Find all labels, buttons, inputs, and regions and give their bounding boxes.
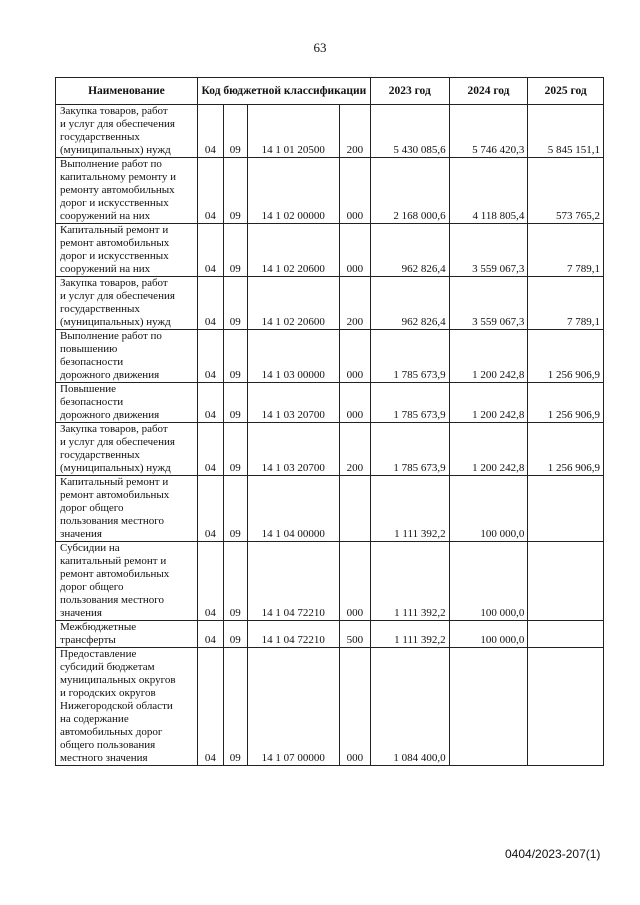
cell-name: Капитальный ремонт и ремонт автомобильных дорог общего пользования местного значения (56, 476, 198, 542)
cell-v2023: 1 111 392,2 (370, 542, 449, 621)
cell-v2023: 1 785 673,9 (370, 383, 449, 423)
cell-v2025 (528, 648, 604, 766)
cell-v2025 (528, 542, 604, 621)
table-row (56, 648, 604, 766)
cell-c2: 09 (223, 224, 247, 277)
cell-name: Закупка товаров, работ и услуг для обеспечения государственных (муниципальных) нужд (56, 277, 198, 330)
cell-c2: 09 (223, 383, 247, 423)
table-row (56, 383, 604, 423)
cell-c3: 14 1 02 20600 (247, 277, 339, 330)
cell-c2: 09 (223, 158, 247, 224)
cell-c1: 04 (197, 277, 223, 330)
cell-c3: 14 1 02 20600 (247, 224, 339, 277)
cell-c2: 09 (223, 277, 247, 330)
cell-c4: 000 (339, 542, 370, 621)
cell-v2023: 1 785 673,9 (370, 330, 449, 383)
cell-v2025: 1 256 906,9 (528, 423, 604, 476)
cell-v2024 (449, 648, 528, 766)
cell-c1: 04 (197, 383, 223, 423)
budget-table (55, 77, 604, 766)
cell-c1: 04 (197, 476, 223, 542)
cell-c2: 09 (223, 423, 247, 476)
cell-c1: 04 (197, 648, 223, 766)
cell-v2025: 1 256 906,9 (528, 330, 604, 383)
table-row (56, 224, 604, 277)
cell-v2024: 1 200 242,8 (449, 423, 528, 476)
cell-c4: 200 (339, 105, 370, 158)
cell-c3: 14 1 04 00000 (247, 476, 339, 542)
table-row (56, 158, 604, 224)
cell-v2025 (528, 476, 604, 542)
cell-c4: 000 (339, 224, 370, 277)
cell-v2023: 962 826,4 (370, 224, 449, 277)
cell-c4: 200 (339, 423, 370, 476)
cell-name: Выполнение работ по капитальному ремонту и ремонту автомобильных дорог и искусственных сооружений на них (56, 158, 198, 224)
cell-v2025 (528, 621, 604, 648)
cell-v2023: 1 084 400,0 (370, 648, 449, 766)
cell-c1: 04 (197, 105, 223, 158)
table-header-row (56, 78, 604, 105)
table-row (56, 105, 604, 158)
page-number: 63 (313, 40, 327, 55)
table-row (56, 476, 604, 542)
cell-name: Закупка товаров, работ и услуг для обеспечения государственных (муниципальных) нужд (56, 105, 198, 158)
cell-v2024: 3 559 067,3 (449, 224, 528, 277)
cell-c4: 000 (339, 383, 370, 423)
cell-c1: 04 (197, 158, 223, 224)
cell-v2025: 7 789,1 (528, 224, 604, 277)
cell-c1: 04 (197, 423, 223, 476)
table-row (56, 330, 604, 383)
header-2025: 2025 год (528, 78, 604, 105)
table-row (56, 277, 604, 330)
cell-c2: 09 (223, 476, 247, 542)
cell-name: Межбюджетные трансферты (56, 621, 198, 648)
cell-v2025: 5 845 151,1 (528, 105, 604, 158)
cell-c4: 500 (339, 621, 370, 648)
cell-v2025: 573 765,2 (528, 158, 604, 224)
table-row (56, 423, 604, 476)
cell-v2023: 1 785 673,9 (370, 423, 449, 476)
table-row (56, 621, 604, 648)
cell-v2024: 100 000,0 (449, 542, 528, 621)
cell-name: Повышение безопасности дорожного движения (56, 383, 198, 423)
cell-v2023: 1 111 392,2 (370, 476, 449, 542)
cell-name: Субсидии на капитальный ремонт и ремонт автомобильных дорог общего пользования местного значения (56, 542, 198, 621)
cell-c1: 04 (197, 542, 223, 621)
cell-c2: 09 (223, 105, 247, 158)
cell-c4: 000 (339, 158, 370, 224)
cell-c1: 04 (197, 224, 223, 277)
cell-v2023: 5 430 085,6 (370, 105, 449, 158)
cell-v2025: 1 256 906,9 (528, 383, 604, 423)
cell-name: Закупка товаров, работ и услуг для обеспечения государственных (муниципальных) нужд (56, 423, 198, 476)
header-2023: 2023 год (370, 78, 449, 105)
cell-v2023: 1 111 392,2 (370, 621, 449, 648)
cell-c1: 04 (197, 330, 223, 383)
cell-c3: 14 1 07 00000 (247, 648, 339, 766)
cell-c3: 14 1 02 00000 (247, 158, 339, 224)
cell-c3: 14 1 04 72210 (247, 621, 339, 648)
cell-v2023: 2 168 000,6 (370, 158, 449, 224)
cell-c2: 09 (223, 542, 247, 621)
cell-c3: 14 1 01 20500 (247, 105, 339, 158)
cell-c4: 000 (339, 330, 370, 383)
cell-c1: 04 (197, 621, 223, 648)
cell-c3: 14 1 03 00000 (247, 330, 339, 383)
cell-name: Предоставление субсидий бюджетам муниципальных округов и городских округов Нижегородской области на содержание автомобильных дорог общего пользования местного значения (56, 648, 198, 766)
cell-name: Выполнение работ по повышению безопасности дорожного движения (56, 330, 198, 383)
cell-c3: 14 1 03 20700 (247, 423, 339, 476)
cell-c2: 09 (223, 621, 247, 648)
cell-c3: 14 1 04 72210 (247, 542, 339, 621)
cell-v2023: 962 826,4 (370, 277, 449, 330)
header-name: Наименование (56, 78, 198, 105)
cell-name: Капитальный ремонт и ремонт автомобильных дорог и искусственных сооружений на них (56, 224, 198, 277)
cell-c2: 09 (223, 330, 247, 383)
cell-v2024: 5 746 420,3 (449, 105, 528, 158)
cell-c4 (339, 476, 370, 542)
cell-v2024: 100 000,0 (449, 476, 528, 542)
document-code: 0404/2023-207(1) (505, 847, 601, 861)
cell-c2: 09 (223, 648, 247, 766)
cell-v2024: 1 200 242,8 (449, 330, 528, 383)
cell-c4: 000 (339, 648, 370, 766)
cell-v2024: 4 118 805,4 (449, 158, 528, 224)
header-2024: 2024 год (449, 78, 528, 105)
table-row (56, 542, 604, 621)
header-code: Код бюджетной классификации (197, 78, 370, 105)
cell-v2024: 100 000,0 (449, 621, 528, 648)
cell-c4: 200 (339, 277, 370, 330)
cell-c3: 14 1 03 20700 (247, 383, 339, 423)
cell-v2024: 3 559 067,3 (449, 277, 528, 330)
cell-v2025: 7 789,1 (528, 277, 604, 330)
cell-v2024: 1 200 242,8 (449, 383, 528, 423)
